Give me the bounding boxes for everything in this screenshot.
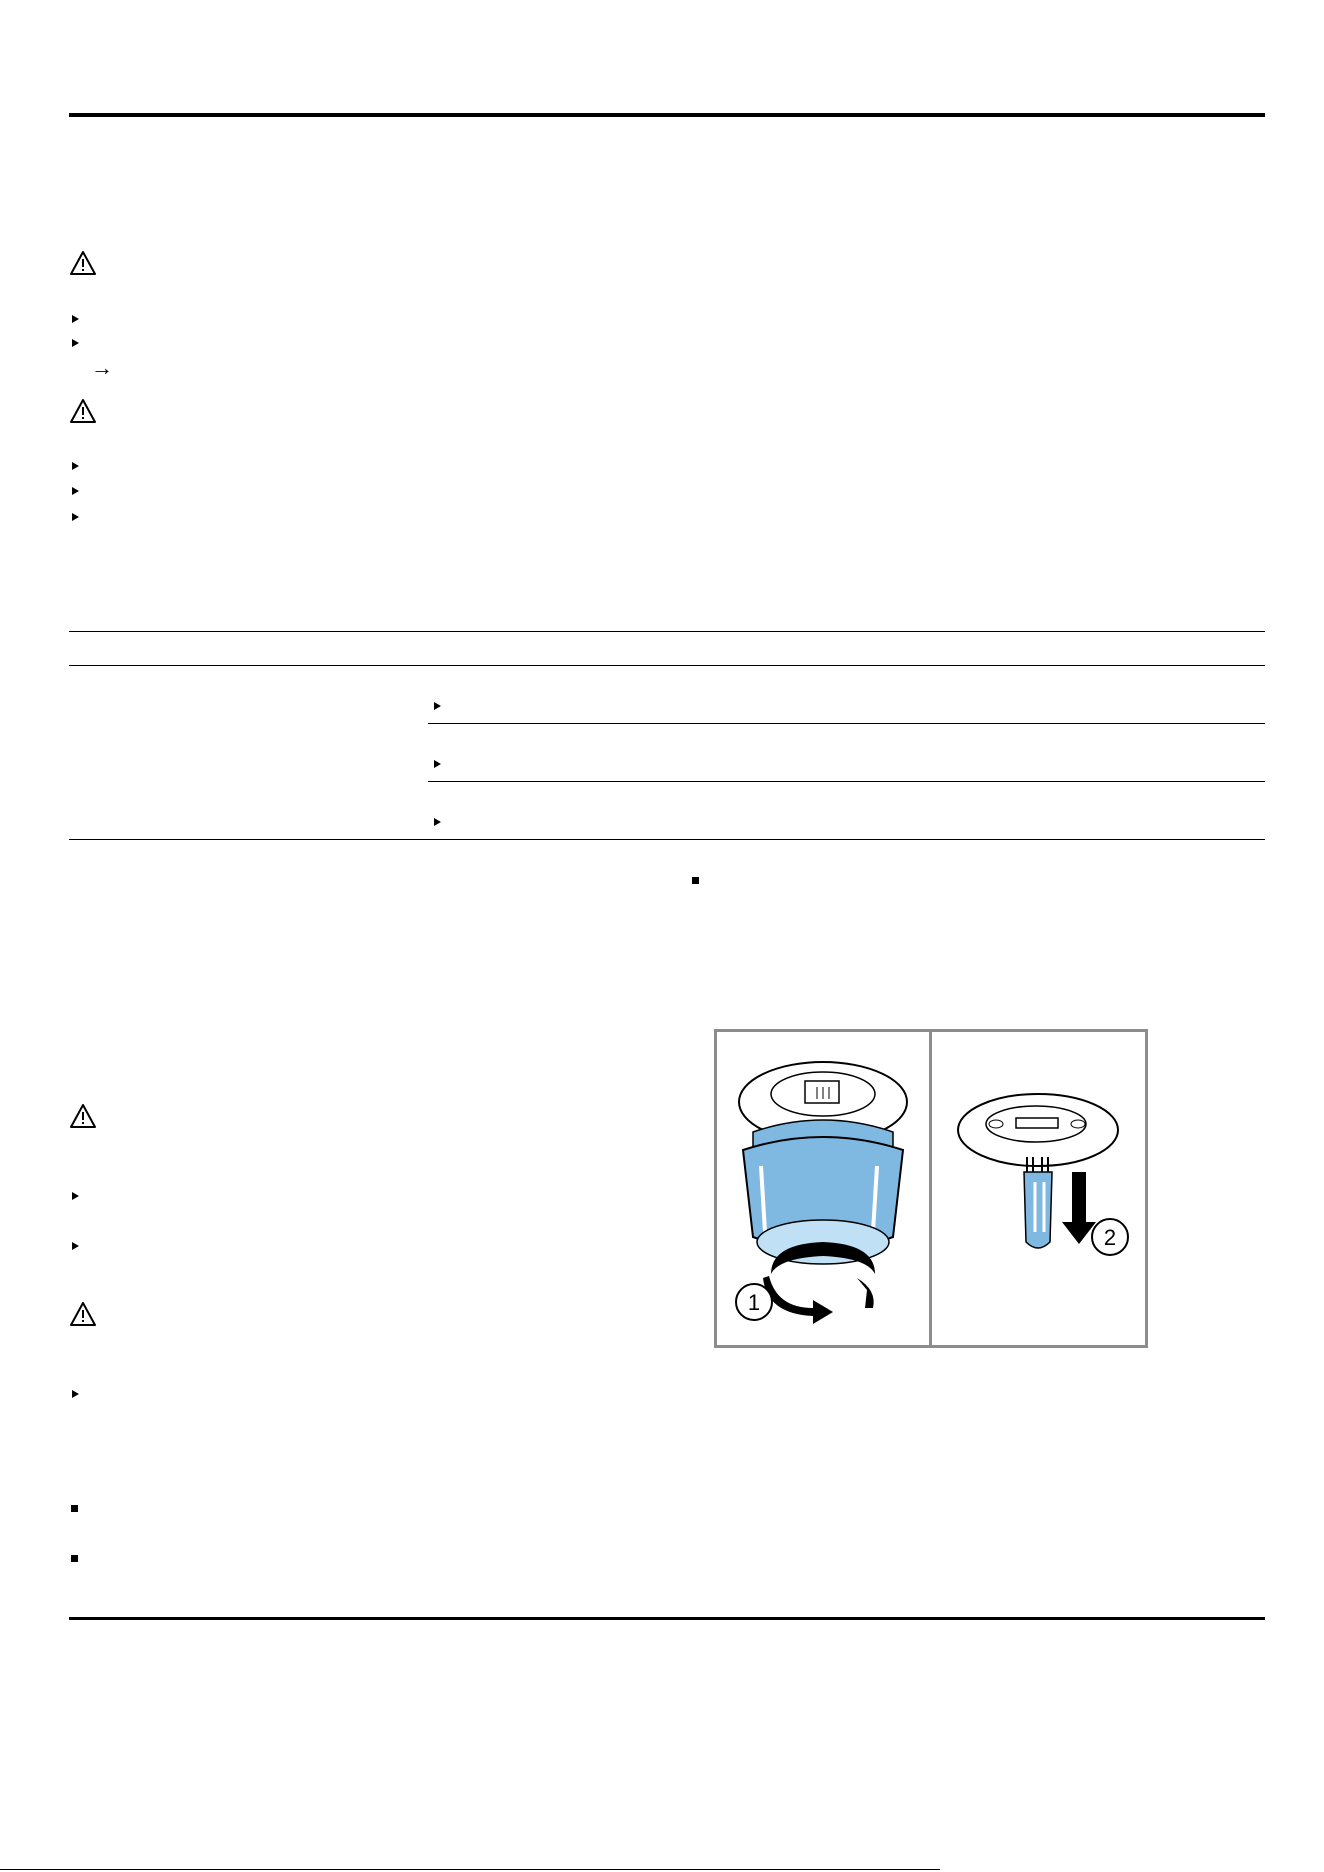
action-bullet-icon	[72, 1390, 79, 1398]
warning-triangle-icon	[69, 398, 97, 424]
figure-panel-step-1	[714, 1029, 932, 1348]
action-bullet-icon	[72, 1192, 79, 1200]
action-bullet-icon	[72, 513, 79, 521]
table-row-divider	[428, 781, 1265, 782]
action-bullet-icon	[72, 1242, 79, 1250]
action-bullet-icon	[434, 760, 441, 768]
lamp-cover-removal-illustration	[717, 1032, 929, 1345]
table-bottom-rule	[69, 839, 1265, 840]
footer-rule	[69, 1617, 1265, 1620]
header-rule	[69, 113, 1265, 117]
page-edge-line	[0, 1869, 940, 1870]
action-bullet-icon	[434, 818, 441, 826]
step-number-2: 2	[1103, 1225, 1117, 1250]
action-bullet-icon	[72, 339, 79, 347]
table-header-rule	[69, 665, 1265, 666]
square-list-marker-icon	[692, 877, 699, 884]
warning-triangle-icon	[69, 1301, 97, 1327]
step-number-1: 1	[747, 1290, 761, 1315]
action-bullet-icon	[434, 702, 441, 710]
warning-triangle-icon	[69, 1103, 97, 1129]
square-list-marker-icon	[71, 1505, 78, 1512]
halogen-bulb-removal-illustration	[932, 1032, 1145, 1345]
result-arrow-icon: →	[91, 355, 113, 380]
action-bullet-icon	[72, 315, 79, 323]
figure-panel-step-2	[929, 1029, 1148, 1348]
action-bullet-icon	[72, 487, 79, 495]
square-list-marker-icon	[71, 1555, 78, 1562]
action-bullet-icon	[72, 462, 79, 470]
table-top-rule	[69, 631, 1265, 632]
warning-triangle-icon	[69, 250, 97, 276]
table-row-divider	[428, 723, 1265, 724]
